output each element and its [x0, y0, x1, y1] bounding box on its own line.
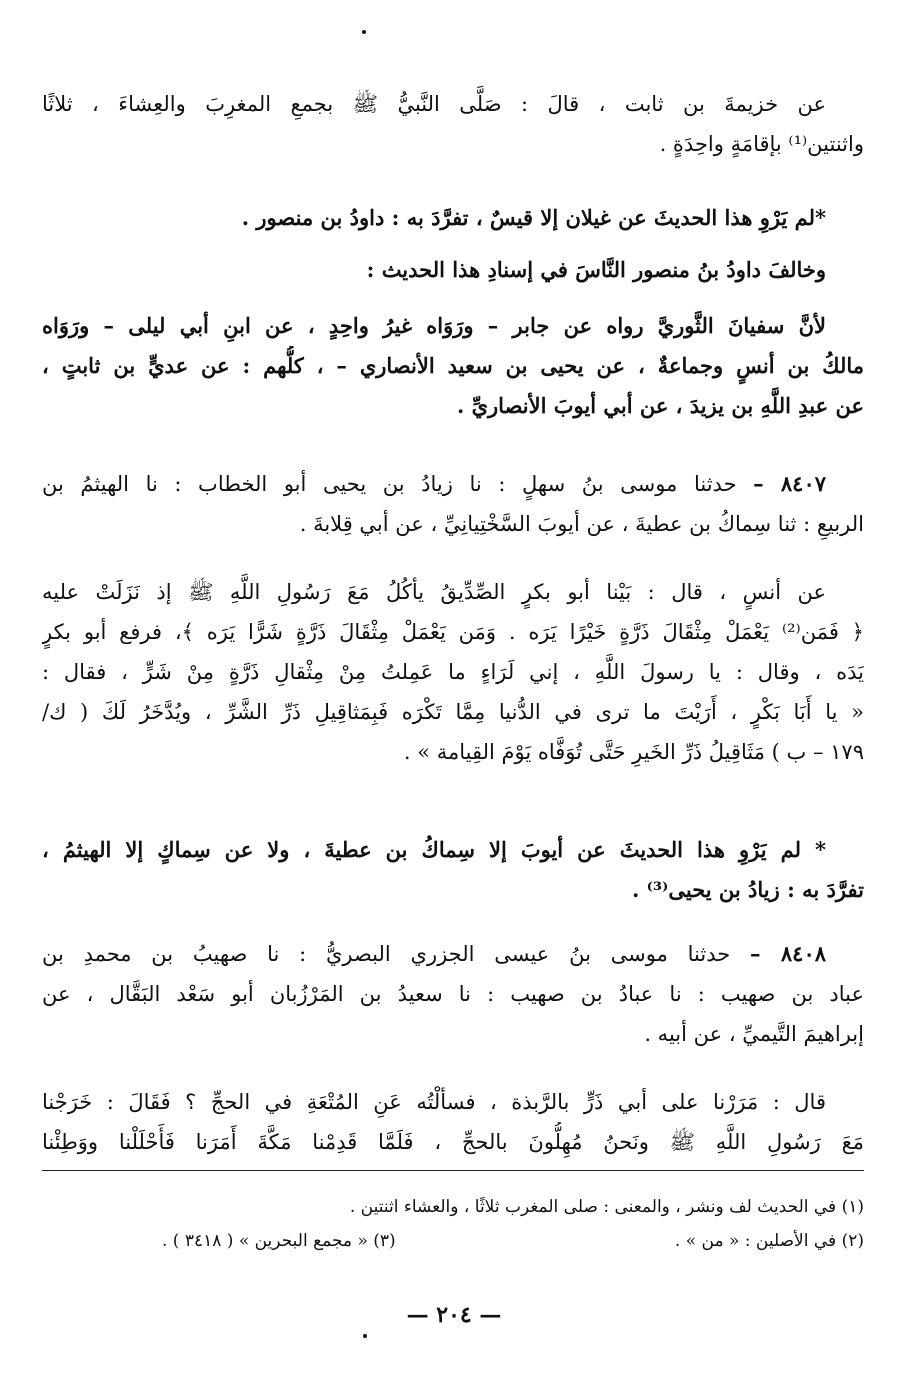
hadith-number: ٨٤٠٨ –: [749, 941, 827, 966]
hadith-8408-matn: [42, 1082, 864, 1162]
text-line: عن أنسٍ ، قال : بَيْنا أبو بكرٍ الصِّدِّيقُ يأكُلُ مَعَ رَسُولِ اللَّهِ ﷺ إذ نَزَلَتْ عليه: [42, 580, 826, 604]
text-line: واثنتين⁽¹⁾ بإقامَةٍ واحِدَةٍ .: [659, 132, 864, 156]
commentary-paragraph: [42, 306, 864, 426]
text-line: وخالفَ داودُ بنُ منصور النَّاسَ في إسنادِ هذا الحديث :: [366, 257, 826, 282]
text-line: عباد بن صهيب : نا عبادُ بن صهيب : نا سعيدُ بن المَرْزُبان أبو سَعْد البَقَّال ، عن: [42, 982, 864, 1006]
hadith-8407-isnad: [42, 464, 864, 544]
footnotes: [42, 1190, 864, 1258]
text-line: ﴿ فَمَن⁽²⁾ يَعْمَلْ مِثْقَالَ ذَرَّةٍ خَيْرًا يَرَه . وَمَن يَعْمَلْ مِثْقَالَ ذَرَّةٍ شَرًّا يَرَه ﴾، فرفع أبو بكرٍ: [42, 620, 864, 644]
footnote-3: (٣) « مجمع البحرين » ( ٣٤١٨ ) .: [162, 1231, 396, 1251]
text-line: إبراهيمَ التَّيميِّ ، عن أبيه .: [644, 1022, 864, 1046]
text-line: ١٧٩ – ب ) مَثَاقِيلُ ذَرِّ الخَيرِ حَتَّى تُوَفَّاه يَوْمَ القِيامة » .: [403, 740, 864, 764]
text-line: عن عبدِ اللَّهِ بن يزيدَ ، عن أبي أيوبَ الأنصاريِّ .: [456, 393, 864, 418]
text-line: مَعَ رَسُولِ اللَّهِ ﷺ ونَحنُ مُهِلُّونَ بالحجِّ ، فَلَمَّا قَدِمْنا مَكَّةَ أَمَرَنا فَأَحْلَلْنا ووَطِئْنا: [42, 1130, 864, 1154]
text-line: الربيعِ : ثنا سِماكُ بن عطيةَ ، عن أيوبَ السَّخْتِيانِيِّ ، عن أبي قِلابةَ .: [299, 512, 864, 536]
isnad-text: حدثنا موسى بنُ عيسى الجزري البصريُّ : نا صهيبُ بن محمدِ بن: [42, 942, 731, 966]
text-line: تفرَّدَ به : زيادُ بن يحيى⁽³⁾ .: [632, 877, 864, 902]
text-line: لأنَّ سفيانَ الثَّوريَّ رواه عن جابر – ورَوَاه غيرُ واحِدٍ ، عن ابنِ أبي ليلى – ورَوَاه: [42, 313, 826, 338]
narrator-note: [42, 198, 864, 238]
footnote-row: [42, 1224, 864, 1258]
page-number: — ٢٠٤ —: [406, 1302, 502, 1328]
top-dot: [362, 30, 366, 34]
bottom-dot: [363, 1334, 367, 1338]
hadith-number: ٨٤٠٧ –: [753, 471, 827, 496]
hadith-8407-note: [42, 830, 864, 910]
hadith-8408-isnad: [42, 934, 864, 1054]
footnote-separator: [42, 1170, 864, 1171]
text-line: *لم يَرْوِ هذا الحديثَ عن غيلان إلا قيسٌ ، تفرَّدَ به : داودُ بن منصور .: [241, 205, 826, 230]
text-line: « يا أَبَا بَكْرٍ ، أَرَيْتَ ما ترى في الدُّنيا مِمَّا تَكْرَه فَبِمَثاقِيلِ ذَرِّ الشَّرِّ ، ويُدَّخَرُ لَكَ ( ك/: [42, 700, 864, 724]
text-line: [42, 464, 864, 504]
paragraph-khuzayma: [42, 84, 864, 164]
text-line: * لم يَرْوِ هذا الحديثَ عن أيوبَ إلا سِماكُ بن عطيةَ ، ولا عن سِماكٍ إلا الهيثمُ ،: [42, 837, 826, 862]
text-line: مالكُ بن أنسٍ وجماعةٌ ، عن يحيى بن سعيد الأنصاري – ، كلُّهم : عن عديٍّ بن ثابتٍ ،: [42, 353, 864, 378]
isnad-text: حدثنا موسى بنُ سهلٍ : نا زيادُ بن يحيى أبو الخطاب : نا الهيثمُ بن: [42, 472, 737, 496]
text-line: [42, 934, 864, 974]
commentary-heading: [42, 250, 864, 290]
hadith-8407-matn: [42, 572, 864, 772]
footnote-2: (٢) في الأصلين : « من » .: [674, 1231, 864, 1251]
footnote-1: (١) في الحديث لف ونشر ، والمعنى : صلى المغرب ثلاثًا ، والعشاء اثنتين .: [349, 1197, 864, 1217]
text-line: يَدَه ، وقال : يا رسولَ اللَّهِ ، إني لَرَاءٍ ما عَمِلتُ مِنْ مِثْقالِ ذَرَّةٍ مِنْ شَرٍّ ، فقال :: [42, 660, 864, 684]
text-line: قال : مَرَرْنا على أبي ذَرٍّ بالرَّبذة ، فسألْتُه عَنِ المُتْعَةِ في الحجِّ ؟ فَقَالَ : خَرَجْنا: [42, 1090, 826, 1114]
text-line: عن خزيمةَ بن ثابت ، قالَ : صَلَّى النَّبيُّ ﷺ بجمعِ المغرِبَ والعِشاءَ ، ثلاثًا: [42, 92, 826, 116]
